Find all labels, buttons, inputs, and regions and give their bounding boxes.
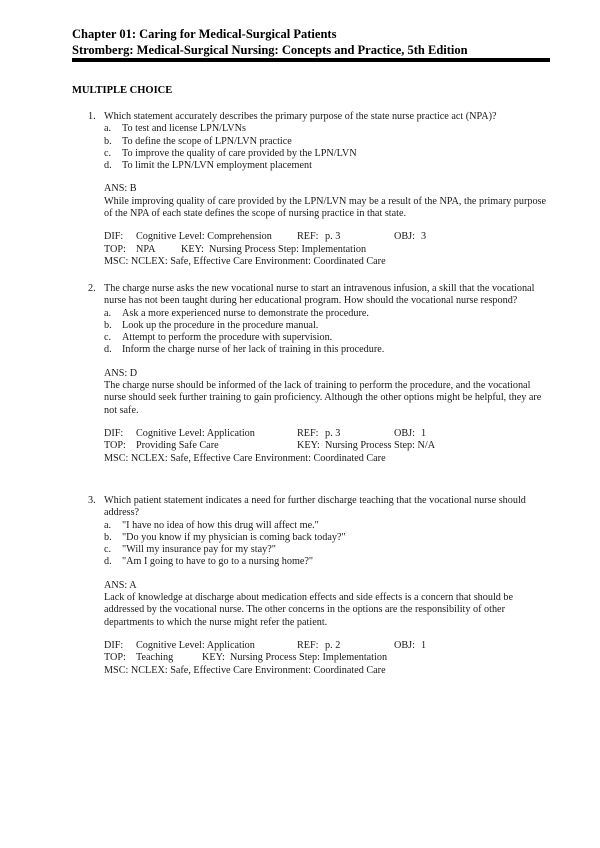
question-stem: The charge nurse asks the new vocational nurse to start an intravenous infusion, a skill that the vocational nurse has not been taught during her educational program. How should the vocational nurse respond?	[104, 283, 535, 307]
question-2	[72, 283, 552, 465]
meta-row-2	[104, 440, 552, 452]
option-text: Attempt to perform the procedure with supervision.	[122, 332, 333, 344]
section-title: MULTIPLE CHOICE	[72, 85, 173, 96]
key-label: KEY:	[202, 652, 225, 664]
header-rule	[72, 58, 550, 62]
key-label: KEY:	[297, 440, 320, 452]
option-text: "Do you know if my physician is coming back today?"	[122, 531, 346, 543]
option-letter: a.	[104, 307, 112, 319]
question-stem: Which statement accurately describes the primary purpose of the state nurse practice act (NPA)?	[104, 111, 497, 122]
option-letter: b.	[104, 319, 112, 331]
msc: MSC: NCLEX: Safe, Effective Care Environment: Coordinated Care	[104, 664, 386, 676]
dif-label: DIF:	[104, 639, 124, 651]
ref-label: REF:	[297, 231, 319, 243]
obj-label: OBJ:	[394, 427, 415, 439]
obj-label: OBJ:	[394, 639, 415, 651]
option-text: Inform the charge nurse of her lack of training in this procedure.	[122, 344, 385, 356]
rationale: The charge nurse should be informed of the lack of training to perform the procedure, and the vocational nurse should seek further training to gain proficiency. Although the other options might be helpful, they are not safe.	[104, 380, 542, 416]
dif-value: Cognitive Level: Application	[136, 639, 255, 651]
option-letter: c.	[104, 544, 112, 556]
option-text: To test and license LPN/LVNs	[122, 123, 246, 135]
rationale: Lack of knowledge at discharge about medication effects and side effects is a concern that should be addressed by the vocational nurse. The other concerns in the options are the responsibility of other departments to which the nurse might refer the patient.	[104, 592, 514, 628]
option-d	[104, 344, 552, 356]
option-letter: d.	[104, 556, 112, 568]
option-letter: d.	[104, 160, 112, 172]
chapter-title: Chapter 01: Caring for Medical-Surgical Patients	[72, 27, 337, 41]
book-title: Stromberg: Medical-Surgical Nursing: Concepts and Practice, 5th Edition	[72, 43, 468, 57]
ref-label: REF:	[297, 427, 319, 439]
option-text: Look up the procedure in the procedure manual.	[122, 319, 319, 331]
obj-value: 1	[421, 427, 427, 439]
rationale: While improving quality of care provided by the LPN/LVN may be a result of the NPA, the primary purpose of the NPA of each state defines the scope of nursing practice in that state.	[104, 195, 547, 220]
ref-value: p. 3	[325, 231, 341, 243]
dif-label: DIF:	[104, 427, 124, 439]
meta-row-1	[104, 428, 552, 440]
option-a	[104, 520, 552, 532]
msc: MSC: NCLEX: Safe, Effective Care Environment: Coordinated Care	[104, 255, 386, 267]
question-number: 2.	[88, 283, 96, 294]
top-label: TOP:	[104, 652, 126, 664]
option-c	[104, 332, 552, 344]
top-value: Teaching	[136, 652, 174, 664]
option-a	[104, 308, 552, 320]
option-b	[104, 532, 552, 544]
meta-row-1	[104, 640, 552, 652]
option-letter: b.	[104, 135, 112, 147]
dif-value: Cognitive Level: Application	[136, 427, 255, 439]
option-d	[104, 556, 552, 568]
dif-value: Cognitive Level: Comprehension	[136, 231, 272, 243]
option-letter: b.	[104, 531, 112, 543]
meta-row-2	[104, 652, 552, 664]
key-value: Nursing Process Step: Implementation	[230, 652, 388, 664]
meta-row-2	[104, 244, 552, 256]
option-letter: c.	[104, 147, 112, 159]
option-text: "Will my insurance pay for my stay?"	[122, 544, 276, 556]
option-c	[104, 544, 552, 556]
option-text: To improve the quality of care provided by the LPN/LVN	[122, 147, 357, 159]
key-value: Nursing Process Step: N/A	[325, 440, 436, 452]
msc: MSC: NCLEX: Safe, Effective Care Environment: Coordinated Care	[104, 452, 386, 464]
option-text: "I have no idea of how this drug will affect me."	[122, 519, 319, 531]
question-number: 1.	[88, 111, 96, 122]
option-c	[104, 148, 552, 160]
answer: ANS: A	[104, 579, 137, 591]
option-text: To define the scope of LPN/LVN practice	[122, 135, 292, 147]
option-b	[104, 320, 552, 332]
option-letter: c.	[104, 332, 112, 344]
option-letter: d.	[104, 344, 112, 356]
obj-label: OBJ:	[394, 231, 415, 243]
question-stem: Which patient statement indicates a need for further discharge teaching that the vocational nurse should address?	[104, 495, 526, 519]
question-3	[72, 495, 552, 677]
answer: ANS: B	[104, 183, 137, 195]
top-value: NPA	[136, 243, 156, 255]
option-text: "Am I going to have to go to a nursing home?"	[122, 556, 314, 568]
question-number: 3.	[88, 495, 96, 506]
document-header	[72, 26, 548, 58]
ref-value: p. 3	[325, 427, 341, 439]
ref-label: REF:	[297, 639, 319, 651]
obj-value: 1	[421, 639, 427, 651]
question-1	[72, 111, 552, 268]
option-a	[104, 123, 552, 135]
top-value: Providing Safe Care	[136, 440, 219, 452]
obj-value: 3	[421, 231, 427, 243]
option-text: Ask a more experienced nurse to demonstrate the procedure.	[122, 307, 369, 319]
option-letter: a.	[104, 519, 112, 531]
option-b	[104, 136, 552, 148]
top-label: TOP:	[104, 243, 126, 255]
option-letter: a.	[104, 123, 112, 135]
key-value: Nursing Process Step: Implementation	[209, 243, 367, 255]
option-text: To limit the LPN/LVN employment placement	[122, 160, 312, 172]
meta-row-1	[104, 231, 552, 243]
answer: ANS: D	[104, 367, 138, 379]
key-label: KEY:	[181, 243, 204, 255]
top-label: TOP:	[104, 440, 126, 452]
option-d	[104, 160, 552, 172]
dif-label: DIF:	[104, 231, 124, 243]
ref-value: p. 2	[325, 639, 341, 651]
